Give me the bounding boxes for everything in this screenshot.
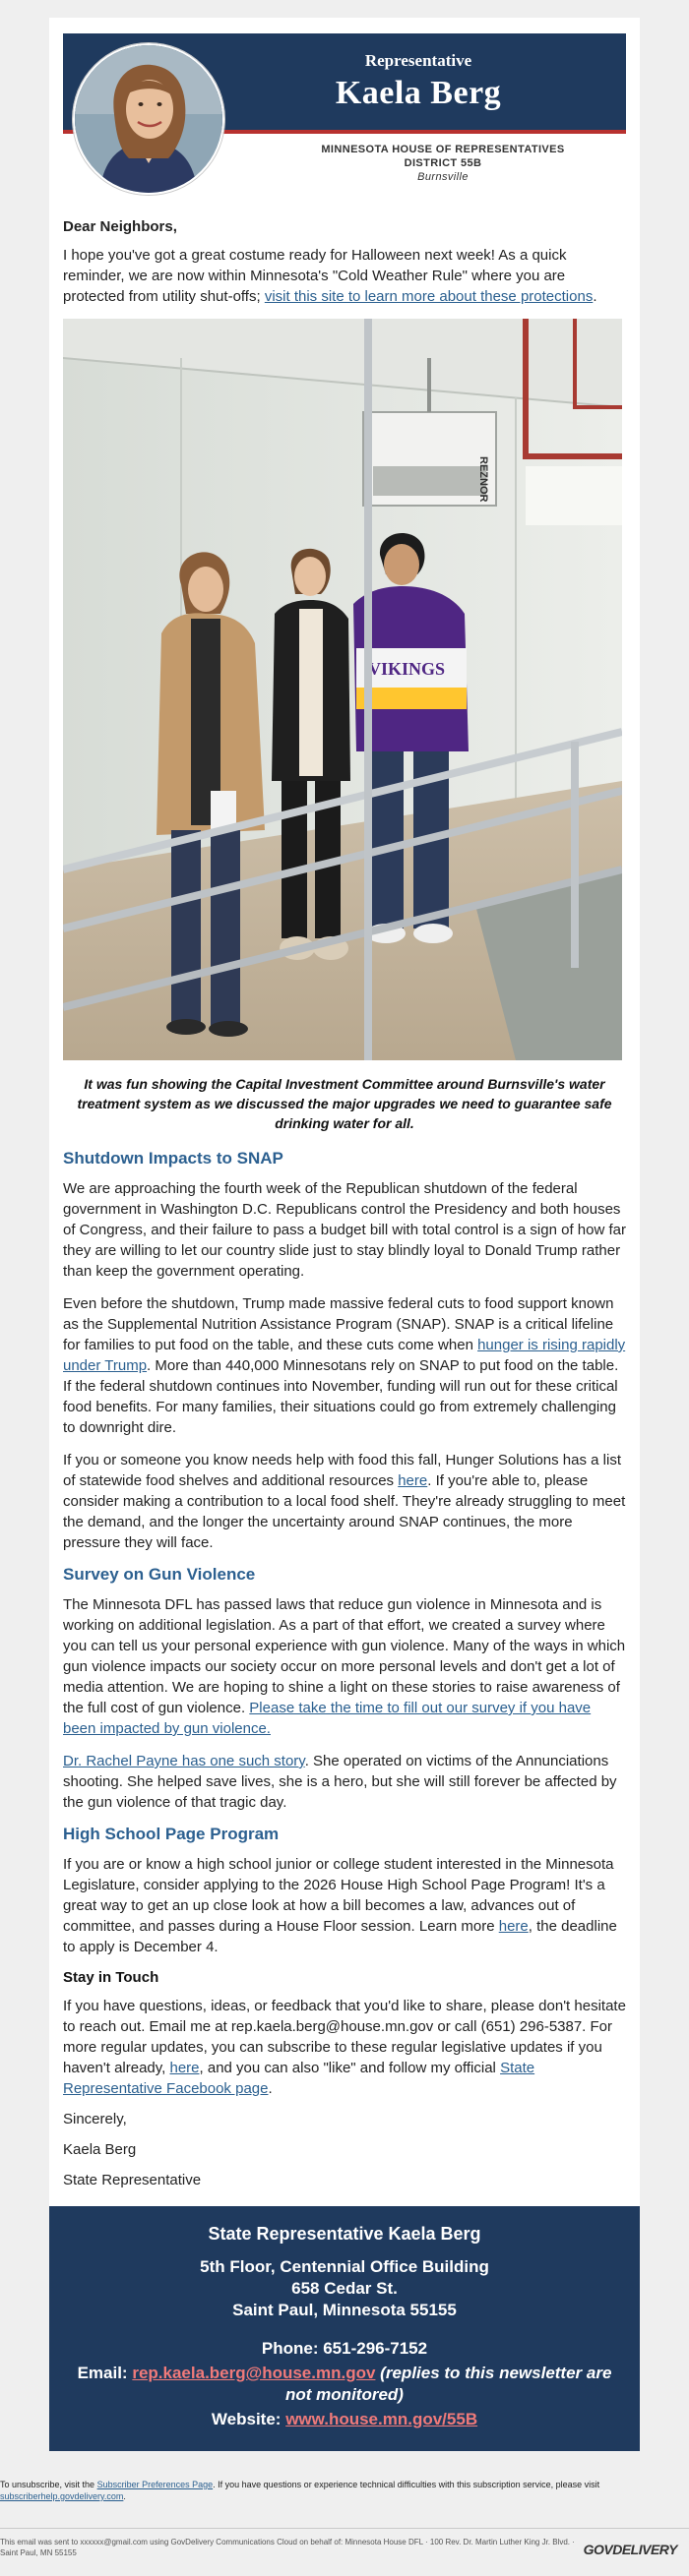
stay-paragraph (63, 1996, 626, 2099)
footer-phone: Phone: 651-296-7152 (261, 2339, 428, 2358)
newsletter-card (49, 18, 640, 2451)
footer-email-note: (replies to this newsletter are not monitored) (285, 2364, 612, 2404)
gun-p2-text: . She operated on victims of the Annunciations shooting. She helped save lives, she is a hero, but she will still forever be affected by the gun violence of that tragic day. (63, 1753, 617, 1811)
sweater-text: VIKINGS (368, 659, 446, 679)
org-city: Burnsville (417, 171, 469, 183)
page-program-paragraph (63, 1854, 626, 1957)
govdelivery-logo: GOVDELIVERY (583, 2542, 677, 2557)
food-shelves-link[interactable]: here (398, 1472, 428, 1489)
footer-email-line (69, 2363, 620, 2406)
snap-paragraph-1: We are approaching the fourth week of the Republican shutdown of the federal government in Washington D.C. Republicans control the Presidency and both houses of Congress, and their failure to pass a budget bill with total control is a sign of how far they are willing to let our country slide just to stay blindly loyal to Donald Trump rather than keep the government operating. (63, 1180, 626, 1280)
gun-survey-link[interactable]: Please take the time to fill out our survey if you have been impacted by gun violence. (63, 1700, 592, 1737)
facebook-page-link[interactable]: State Representative Facebook page (63, 2060, 535, 2097)
page-program-text-a: If you are or know a high school junior or college student interested in the Minnesota Legislature, consider applying to the 2026 House High School Page Program! It's a great way to get an up close look at how a bill becomes a law, advances out of committee, and passes during a House Floor session. Learn more (63, 1856, 614, 1935)
page-program-heading: High School Page Program (63, 1825, 280, 1843)
photo-caption: It was fun showing the Capital Investment Committee around Burnsville's water treatment system as we discussed the major upgrades we need to guarantee safe drinking water for all. (77, 1076, 612, 1131)
snap-heading: Shutdown Impacts to SNAP (63, 1149, 283, 1168)
footer-website-link[interactable]: www.house.mn.gov/55B (285, 2410, 478, 2428)
unsub-text-b: . If you have questions or experience technical difficulties with this subscription service, please visit (213, 2480, 600, 2489)
portrait-photo (73, 43, 224, 195)
unsubscribe-notice (0, 2479, 689, 2502)
closing: Sincerely, (63, 2111, 127, 2127)
gun-paragraph-1 (63, 1594, 626, 1739)
page-program-text-b: , the deadline to apply is December 4. (63, 1918, 617, 1955)
unsub-text-a: To unsubscribe, visit the (0, 2480, 95, 2489)
header (63, 33, 626, 201)
water-treatment-photo (63, 319, 622, 1060)
intro-end: . (593, 288, 597, 305)
rachel-payne-story-link[interactable]: Dr. Rachel Payne has one such story (63, 1753, 305, 1769)
footer-website-line (69, 2410, 620, 2429)
signoff-title: State Representative (63, 2172, 202, 2188)
org-line-1: MINNESOTA HOUSE OF REPRESENTATIVES (321, 144, 565, 155)
gun-heading: Survey on Gun Violence (63, 1565, 256, 1584)
hunger-rising-link[interactable]: hunger is rising rapidly under Trump (63, 1337, 626, 1374)
snap-p2-text-b: . More than 440,000 Minnesotans rely on SNAP to put food on the table. If the federal shutdown continues into November, funding will run out for these critical food benefits. For many families, their situations could go from extremely challenging to downright dire. (63, 1357, 619, 1436)
stay-in-touch-heading: Stay in Touch (63, 1969, 159, 1986)
stay-text-a: If you have questions, ideas, or feedback that you'd like to share, please don't hesitate to reach out. Email me at rep.kaela.berg@house.mn.gov or call (651) 296-5387. For more regular updates, you can subscribe to these regular legislative updates if you haven't already, (63, 1998, 626, 2076)
org-line-2: DISTRICT 55B (404, 157, 482, 169)
snap-p3-text-a: If you or someone you know needs help with food this fall, Hunger Solutions has a list of statewide food shelves and additional resources (63, 1452, 621, 1489)
snap-paragraph-2 (63, 1293, 626, 1438)
snap-p3-text-b: . If you're able to, please consider making a contribution to a local food shelf. They're already struggling to meet the demand, and the longer the uncertainty around SNAP continues, the more pressure they will face. (63, 1472, 626, 1551)
subscribe-link[interactable]: here (169, 2060, 200, 2076)
footer-email-label: Email: (77, 2364, 128, 2382)
cold-weather-rule-link[interactable]: visit this site to learn more about these protections (264, 288, 594, 305)
subscriber-preferences-link[interactable]: Subscriber Preferences Page (96, 2480, 214, 2489)
footer-divider (0, 2528, 689, 2529)
footer-address-1: 5th Floor, Centennial Office Building (200, 2257, 489, 2276)
intro-paragraph (63, 245, 626, 307)
gun-paragraph-2 (63, 1751, 626, 1813)
fine-print-text: This email was sent to xxxxxx@gmail.com using GovDelivery Communications Cloud on behalf of: Minnesota House DFL · 100 Rev. Dr. Martin Luther King Jr. Blvd. · Saint Paul, MN 55155 (0, 2538, 575, 2557)
unsub-help-end: . (123, 2491, 126, 2501)
footer-name: State Representative Kaela Berg (208, 2224, 481, 2244)
subscriber-help-link[interactable]: subscriberhelp.govdelivery.com (0, 2491, 124, 2501)
snap-paragraph-3 (63, 1450, 626, 1553)
footer-email-link[interactable]: rep.kaela.berg@house.mn.gov (132, 2364, 376, 2382)
snap-p2-text-a: Even before the shutdown, Trump made massive federal cuts to food support known as the Supplemental Nutrition Assistance Program (SNAP). SNAP is a critical lifeline for families to put food on the table, and these cuts come when (63, 1295, 614, 1353)
greeting: Dear Neighbors, (63, 218, 177, 235)
header-role: Representative (364, 51, 472, 70)
footer-address-2: 658 Cedar St. (291, 2279, 398, 2298)
page-program-link[interactable]: here (498, 1918, 529, 1935)
gun-p1-text: The Minnesota DFL has passed laws that reduce gun violence in Minnesota and is working on additional legislation. As a part of that effort, we created a survey where you can tell us your personal experience with gun violence. Many of the ways in which gun violence impacts our society occur on more personal levels and don't get a lot of media attention. We are hoping to shine a light on these stories to raise awareness of the full cost of gun violence. (63, 1596, 626, 1716)
stay-text-b: , and you can also "like" and follow my official (199, 2060, 496, 2076)
footer-address-3: Saint Paul, Minnesota 55155 (232, 2301, 457, 2319)
fine-print (0, 2537, 689, 2576)
header-name: Kaela Berg (335, 75, 502, 111)
footer-website-label: Website: (211, 2410, 282, 2428)
intro-text: I hope you've got a great costume ready for Halloween next week! As a quick reminder, we are now within Minnesota's "Cold Weather Rule" where you are protected from utility shut-offs; (63, 247, 567, 305)
heater-sign-text: REZNOR (477, 456, 489, 503)
signoff-name: Kaela Berg (63, 2141, 137, 2158)
stay-text-c: . (268, 2080, 273, 2097)
contact-footer (49, 2206, 640, 2451)
